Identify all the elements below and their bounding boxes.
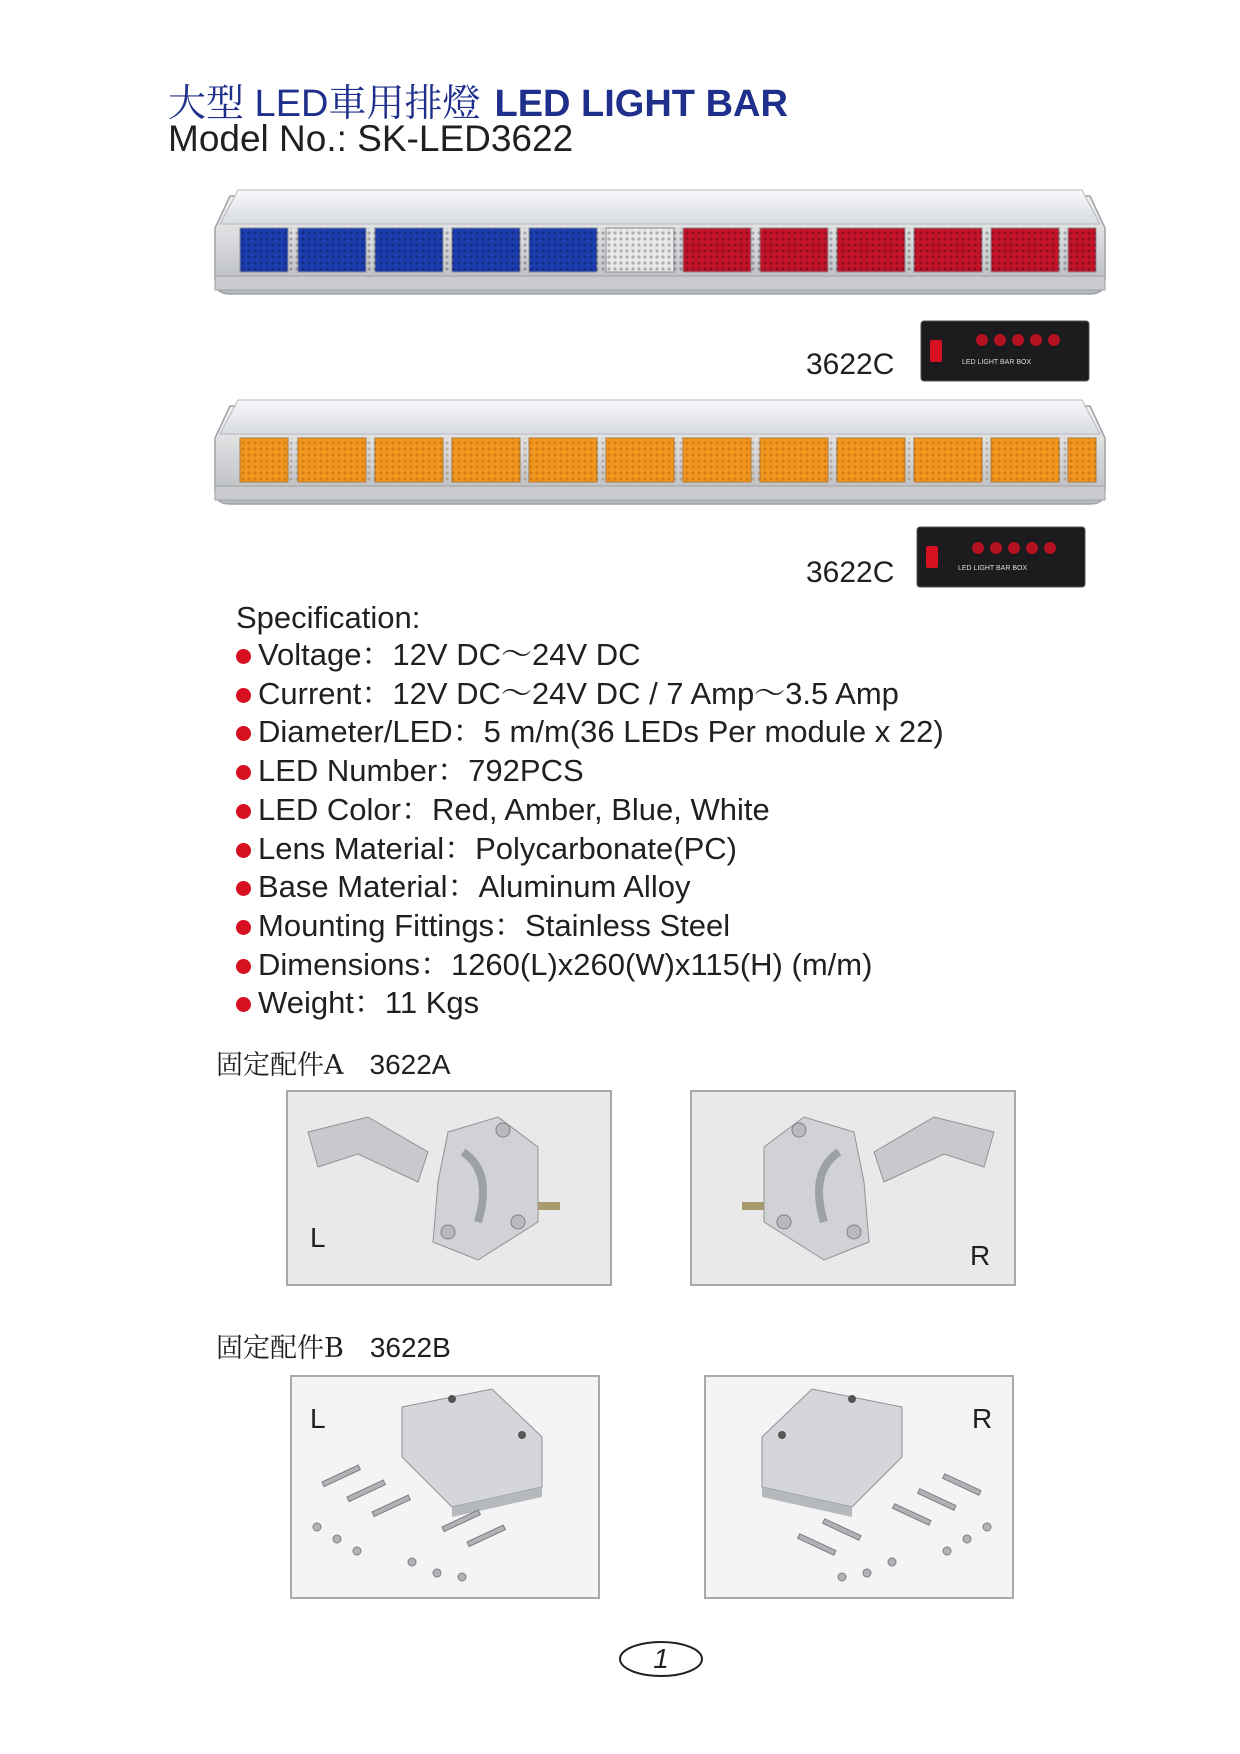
spec-item: Lens Material：Polycarbonate(PC) <box>236 830 944 869</box>
light-bar-amber-image <box>210 398 1110 510</box>
fitting-b-name: 固定配件B <box>216 1333 344 1364</box>
fitting-a-name: 固定配件A <box>216 1050 344 1081</box>
spec-item: Current：12V DC～24V DC / 7 Amp～3.5 Amp <box>236 675 944 714</box>
light-bar-blue-red-image <box>210 188 1110 300</box>
fitting-b-right-photo <box>704 1375 1014 1599</box>
fitting-a-left-photo <box>286 1090 612 1286</box>
spec-item: Mounting Fittings：Stainless Steel <box>236 907 944 946</box>
spec-item: LED Color：Red, Amber, Blue, White <box>236 791 944 830</box>
bullet-icon <box>236 997 251 1012</box>
bullet-icon <box>236 804 251 819</box>
controller-box-text: LED LIGHT BAR BOX <box>962 359 1032 366</box>
spec-item: Base Material：Aluminum Alloy <box>236 868 944 907</box>
spec-heading: Specification: <box>236 600 421 635</box>
title-cn: 大型 LED車用排燈 <box>168 83 481 125</box>
bullet-icon <box>236 688 251 703</box>
bullet-icon <box>236 959 251 974</box>
fitting-a-heading <box>216 1043 450 1082</box>
fitting-a-left-label: L <box>310 1222 326 1253</box>
model-number: Model No.: SK-LED3622 <box>168 118 574 159</box>
title-en: LED LIGHT BAR <box>494 83 788 125</box>
spec-list <box>236 636 944 1023</box>
spec-item: Weight：11 Kgs <box>236 984 944 1023</box>
spec-item: Diameter/LED：5 m/m(36 LEDs Per module x 22) <box>236 713 944 752</box>
bullet-icon <box>236 765 251 780</box>
controller-model-label: 3622C <box>806 348 895 381</box>
fitting-b-code: 3622B <box>369 1332 451 1363</box>
controller-box-image <box>920 320 1090 382</box>
fitting-b-right-label: R <box>972 1403 993 1434</box>
fitting-b-left-photo <box>290 1375 600 1599</box>
page-number <box>618 1640 704 1678</box>
bullet-icon <box>236 881 251 896</box>
page-number-text: 1 <box>653 1643 669 1674</box>
bullet-icon <box>236 920 251 935</box>
bullet-icon <box>236 843 251 858</box>
controller-box-image <box>916 526 1086 588</box>
spec-item: Voltage：12V DC～24V DC <box>236 636 944 675</box>
bullet-icon <box>236 726 251 741</box>
fitting-a-right-label: R <box>970 1240 991 1271</box>
controller-model-label: 3622C <box>806 556 895 589</box>
fitting-a-code: 3622A <box>369 1049 451 1080</box>
controller-box-text: LED LIGHT BAR BOX <box>958 565 1028 572</box>
bullet-icon <box>236 649 251 664</box>
spec-item: LED Number：792PCS <box>236 752 944 791</box>
fitting-b-left-label: L <box>310 1403 326 1434</box>
spec-item: Dimensions：1260(L)x260(W)x115(H) (m/m) <box>236 946 944 985</box>
fitting-b-heading <box>216 1326 451 1365</box>
fitting-a-right-photo <box>690 1090 1016 1286</box>
